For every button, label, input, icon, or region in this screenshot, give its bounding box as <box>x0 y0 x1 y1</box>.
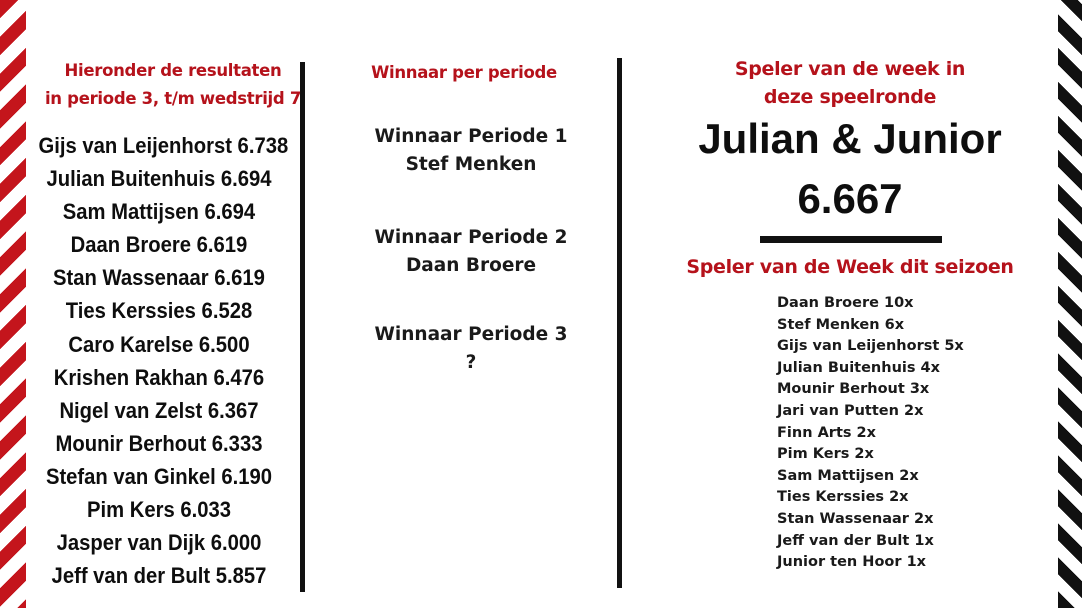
season-tally-item: Julian Buitenhuis 4x <box>777 359 940 376</box>
season-tally-item: Stef Menken 6x <box>777 316 905 333</box>
season-tally-list <box>777 293 964 574</box>
results-heading-line1: Hieronder de resultaten <box>64 61 282 80</box>
season-tally-item: Junior ten Hoor 1x <box>777 554 927 571</box>
result-item: Ties Kerssies 6.528 <box>65 298 253 324</box>
season-heading: Speler van de Week dit seizoen <box>686 256 1014 278</box>
period-1-name: Stef Menken <box>405 154 537 175</box>
period-1-title: Winnaar Periode 1 <box>374 126 568 147</box>
column-divider-left <box>300 62 305 592</box>
result-item: Stan Wassenaar 6.619 <box>53 265 265 291</box>
player-of-week-name: Julian & Junior <box>698 115 1002 162</box>
result-item: Mounir Berhout 6.333 <box>55 430 263 456</box>
season-tally-item: Sam Mattijsen 2x <box>777 467 919 484</box>
period-1-winner <box>316 123 626 179</box>
result-item: Jasper van Dijk 6.000 <box>56 530 262 556</box>
result-item: Julian Buitenhuis 6.694 <box>46 166 272 192</box>
result-item: Nigel van Zelst 6.367 <box>59 397 259 423</box>
season-tally-item: Ties Kerssies 2x <box>777 489 909 506</box>
period-3-title: Winnaar Periode 3 <box>374 324 568 345</box>
season-tally-item: Pim Kers 2x <box>777 446 874 463</box>
results-heading <box>28 57 318 113</box>
result-item: Daan Broere 6.619 <box>70 232 248 258</box>
season-tally-item: Jari van Putten 2x <box>777 402 924 419</box>
result-item: Gijs van Leijenhorst 6.738 <box>38 133 289 158</box>
period-2-title: Winnaar Periode 2 <box>374 227 568 248</box>
result-item: Pim Kers 6.033 <box>86 497 232 523</box>
left-stripe-border <box>0 0 26 608</box>
player-of-week-heading <box>660 55 1040 111</box>
score-underline <box>760 236 942 243</box>
period-3-name: ? <box>465 352 477 373</box>
season-tally-item: Jeff van der Bult 1x <box>777 532 934 549</box>
period-winners-heading: Winnaar per periode <box>371 63 557 82</box>
period-2-name: Daan Broere <box>405 255 537 276</box>
right-stripe-border <box>1058 0 1082 608</box>
season-tally-item: Gijs van Leijenhorst 5x <box>777 338 964 355</box>
result-item: Caro Karelse 6.500 <box>68 331 250 357</box>
player-of-week-heading-line1: Speler van de week in <box>734 58 966 80</box>
season-tally-item: Finn Arts 2x <box>777 424 876 441</box>
season-tally-item: Mounir Berhout 3x <box>777 381 930 398</box>
result-item: Stefan van Ginkel 6.190 <box>45 463 273 489</box>
period-2-winner <box>316 224 626 280</box>
result-item: Jeff van der Bult 5.857 <box>51 563 267 589</box>
season-tally-item: Stan Wassenaar 2x <box>777 510 934 527</box>
period-results-list <box>28 129 290 592</box>
results-heading-line2: in periode 3, t/m wedstrijd 7 <box>44 89 302 108</box>
player-of-week-heading-line2: deze speelronde <box>763 86 937 108</box>
result-item: Sam Mattijsen 6.694 <box>62 199 256 225</box>
season-tally-item: Daan Broere 10x <box>777 295 914 311</box>
result-item: Krishen Rakhan 6.476 <box>53 364 265 390</box>
player-of-week-score: 6.667 <box>797 175 903 222</box>
period-3-winner <box>316 321 626 377</box>
